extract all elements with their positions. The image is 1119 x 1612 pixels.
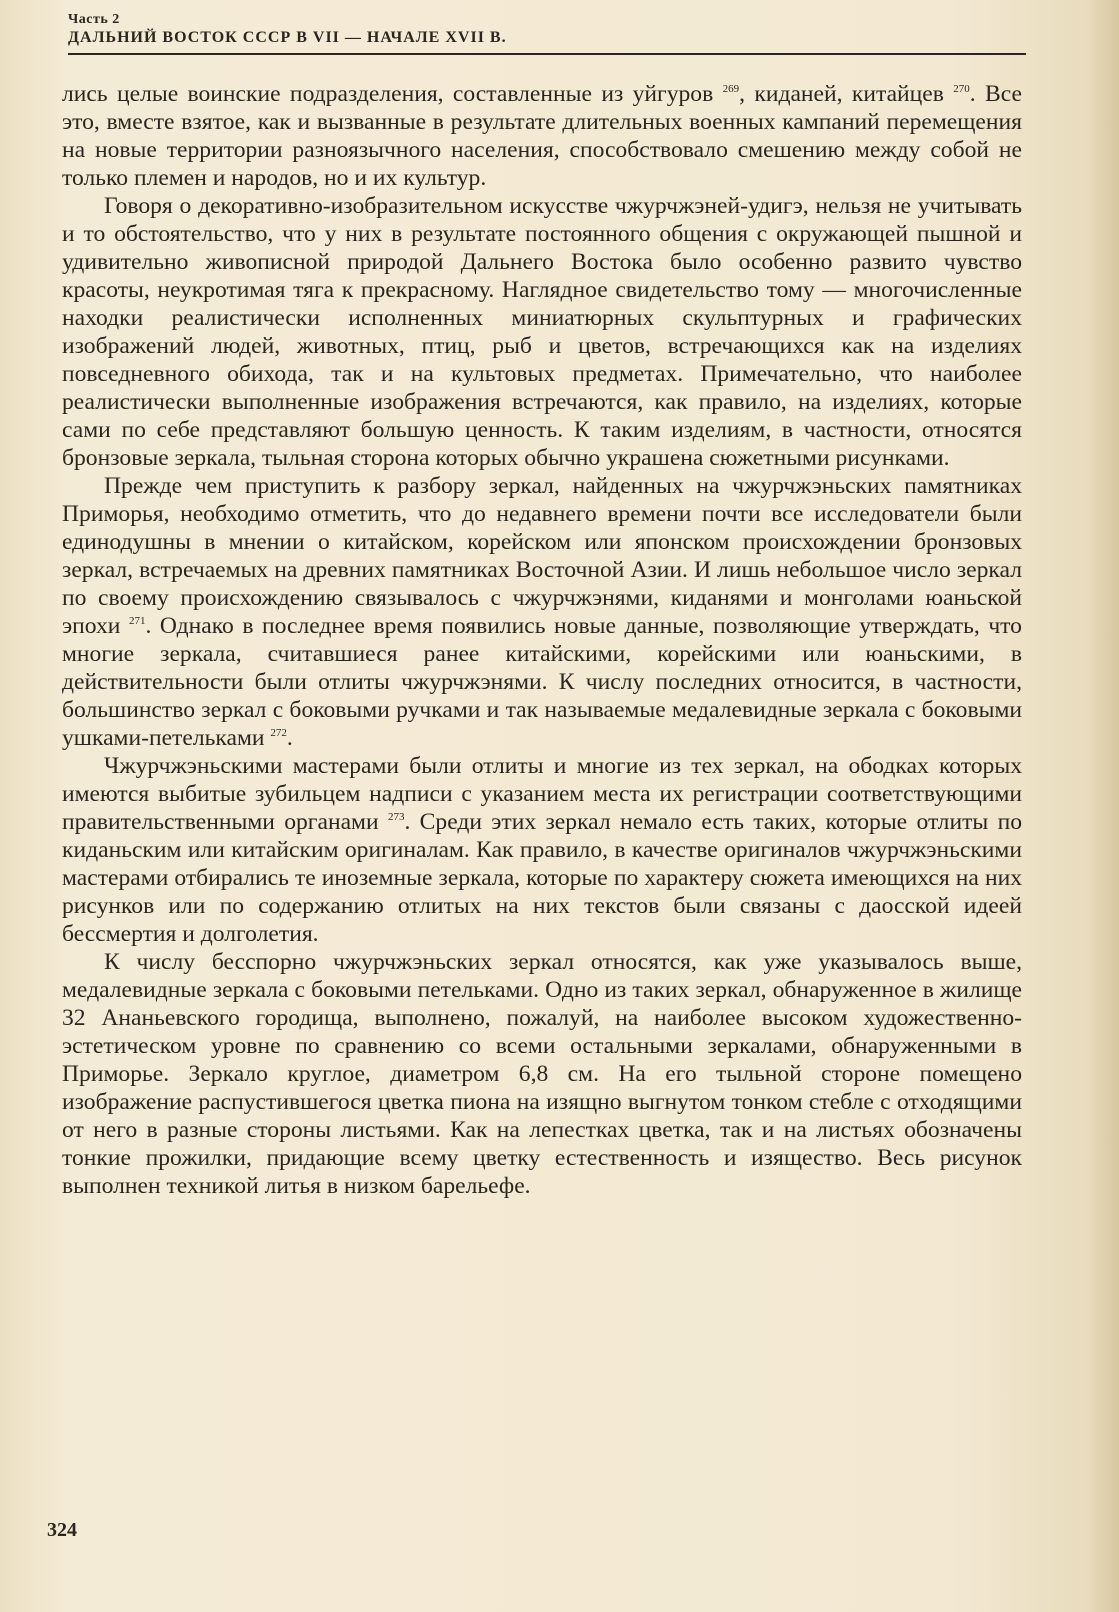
page-number: 324 (47, 1519, 77, 1541)
paragraph-text: Говоря о декоративно-изобразительном искусстве чжурчжэней-удигэ, нельзя не учитывать и то обстоятельство, что у них в результате постоянного общения с окружающей пышной и удивительно живописной природой Дальнего Востока было особенно развито чувство красоты, неукротимая тяга к прекрасному. Наглядное свидетельство тому — многочисленные находки реалистически исполненных миниатюрных скульптурных и графических изображений людей, животных, птиц, рыб и цветов, встречающихся как на изделиях повседневного обихода, так и на культовых предметах. Примечательно, что наиболее реалистически выполненные изображения встречаются, как правило, на изделиях, которые сами по себе представляют большую ценность. К таким изделиям, в частности, относятся бронзовые зеркала, тыльная сторона которых обычно украшена сюжетными рисунками. (62, 193, 1022, 471)
paragraph-text: Чжурчжэньскими мастерами были отлиты и многие из тех зеркал, на ободках которых имеются выбитые зубильцем надписи с указанием места их регистрации соответствующими правительственными органами (62, 753, 1022, 835)
paragraph-text: лись целые воинские подразделения, составленные из уйгуров (62, 81, 723, 107)
paragraph (62, 752, 1022, 948)
header-part-label: Часть 2 (68, 12, 120, 27)
paragraph-text: , киданей, китайцев (739, 81, 954, 107)
header-title: ДАЛЬНИЙ ВОСТОК СССР В VII — НАЧАЛЕ XVII В. (68, 29, 507, 46)
footnote-ref: 272 (270, 727, 287, 740)
paragraph-text: . Однако в последнее время появились новые данные, позволяющие утверждать, что многие зеркала, считавшиеся ранее китайскими, корейскими или юаньскими, в действительности были отлиты чжурчжэнями. К числу последних относится, в частности, большинство зеркал с боковыми ручками и так называемые медалевидные зеркала с боковыми ушками-петельками (62, 613, 1022, 751)
paragraph (62, 948, 1022, 1200)
paragraph-text: . (286, 725, 293, 751)
paragraph (62, 472, 1022, 752)
paragraph (62, 80, 1022, 192)
paragraph-text: . Среди этих зеркал немало есть таких, которые отлиты по киданьским или китайским оригиналам. Как правило, в качестве оригиналов чжурчжэньскими мастерами отбирались те иноземные зеркала, которые по характеру сюжета имеющихся на них рисунков или по содержанию отлитых на них текстов были связаны с даосской идеей бессмертия и долголетия. (62, 809, 1022, 947)
footnote-ref: 273 (387, 811, 405, 824)
body-text (62, 80, 1022, 1200)
running-header (68, 12, 1026, 55)
paragraph-text: К числу бесспорно чжурчжэньских зеркал относятся, как уже указывалось выше, медалевидные зеркала с боковыми петельками. Одно из таких зеркал, обнаруженное в жилище 32 Ананьевского городища, выполнено, пожалуй, на наиболее высоком художественно-эстетическом уровне по сравнению со всеми остальными зеркалами, обнаруженными в Приморье. Зеркало круглое, диаметром 6,8 см. На его тыльной стороне помещено изображение распустившегося цветка пиона на изящно выгнутом тонком стебле с отходящими от него в разные стороны листьями. Как на лепестках цветка, так и на листьях обозначены тонкие прожилки, придающие всему цветку естественность и изящество. Весь рисунок выполнен техникой литья в низком барельефе. (62, 949, 1022, 1199)
footnote-ref: 270 (953, 83, 970, 96)
paragraph-text: Прежде чем приступить к разбору зеркал, найденных на чжурчжэньских памятниках Приморья, необходимо отметить, что до недавнего времени почти все исследователи были единодушны в мнении о китайском, корейском или японском происхождении бронзовых зеркал, встречаемых на древних памятниках Восточной Азии. И лишь небольшое число зеркал по своему происхождению связывалось с чжурчжэнями, киданями и монголами юаньской эпохи (62, 473, 1022, 639)
paragraph (62, 192, 1022, 472)
footnote-ref: 271 (128, 615, 146, 628)
paragraph-text: . Все это, вместе взятое, как и вызванные в результате длительных военных кампаний перемещения на новые территории разноязычного населения, способствовало смешению между собой не только племен и народов, но и их культур. (62, 81, 1022, 191)
footnote-ref: 269 (722, 83, 740, 96)
